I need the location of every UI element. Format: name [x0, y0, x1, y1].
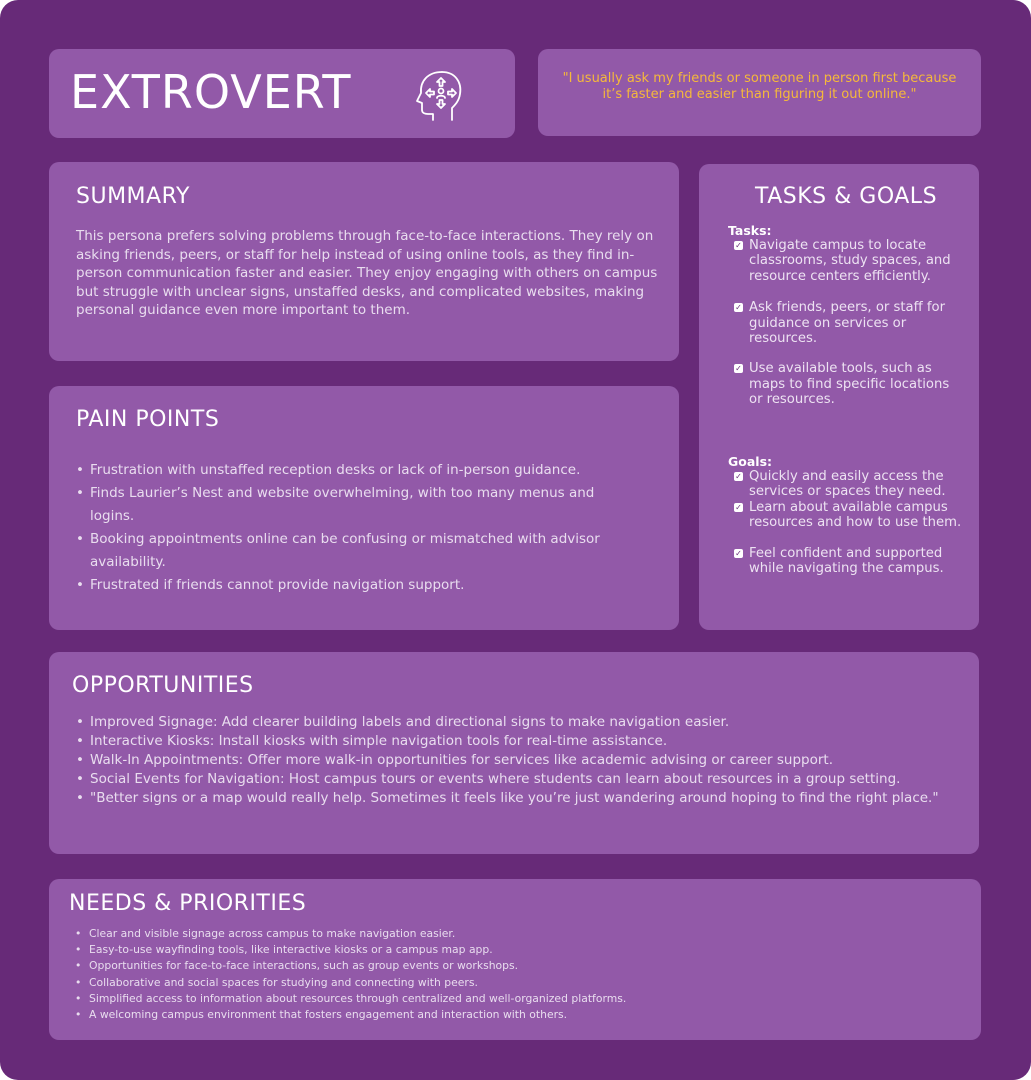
checkbox-checked-icon: ✓ — [735, 502, 742, 512]
list-item: • Interactive Kiosks: Install kiosks with simple navigation tools for real-time assistance. — [76, 732, 956, 751]
summary-heading: SUMMARY — [76, 184, 190, 209]
list-item: • Opportunities for face-to-face interactions, such as group events or workshops. — [75, 958, 955, 974]
persona-title: EXTROVERT — [70, 65, 352, 119]
checkbox-checked-icon: ✓ — [735, 548, 742, 558]
pain-points-card — [49, 386, 679, 630]
tasks-label: Tasks: — [728, 223, 772, 238]
persona-quote: "I usually ask my friends or someone in person first because it’s faster and easier than figuring it out online." — [562, 71, 957, 102]
tasks-goals-heading: TASKS & GOALS — [755, 184, 938, 209]
tasks-goals-card — [699, 164, 979, 630]
quote-card — [538, 49, 981, 136]
summary-text: This persona prefers solving problems through face-to-face interactions. They rely on asking friends, peers, or staff for help instead of using online tools, as they find in-person communication faster and easier. They enjoy engaging with others on campus but struggle with unclear signs, unstaffed desks, and complicated websites, making personal guidance even more important to them. — [76, 228, 658, 318]
list-item: • Frustration with unstaffed reception desks or lack of in-person guidance. — [76, 459, 636, 482]
list-item: ✓ Feel confident and supported while navigating the campus. — [735, 545, 944, 577]
goals-label: Goals: — [728, 454, 773, 469]
list-item: • Simplified access to information about resources through centralized and well-organized platforms. — [75, 991, 955, 1007]
goals-list — [734, 469, 964, 576]
tasks-list — [734, 238, 964, 408]
head-arrows-icon — [412, 66, 468, 122]
list-item: ✓ Navigate campus to locate classrooms, study spaces, and resource centers efficiently. — [735, 238, 951, 284]
list-item: • Frustrated if friends cannot provide navigation support. — [76, 574, 636, 597]
list-item: • A welcoming campus environment that fosters engagement and interaction with others. — [75, 1007, 955, 1023]
opportunities-list — [76, 713, 956, 808]
needs-heading: NEEDS & PRIORITIES — [69, 891, 307, 916]
needs-card — [49, 879, 981, 1040]
checkbox-checked-icon: ✓ — [735, 472, 742, 481]
list-item: • Easy-to-use wayfinding tools, like interactive kiosks or a campus map app. — [75, 942, 955, 958]
list-item: ✓ Quickly and easily access the services or spaces they need. — [735, 469, 946, 500]
pain-points-heading: PAIN POINTS — [76, 407, 220, 432]
list-item: • Collaborative and social spaces for studying and connecting with peers. — [75, 975, 955, 991]
list-item: ✓ Ask friends, peers, or staff for guidance on services or resources. — [735, 300, 946, 347]
opportunities-card — [49, 652, 979, 854]
checkbox-checked-icon: ✓ — [735, 241, 742, 250]
list-item: • Walk-In Appointments: Offer more walk-in opportunities for services like academic advising or career support. — [76, 751, 956, 770]
summary-card — [49, 162, 679, 361]
list-item: • "Better signs or a map would really help. Sometimes it feels like you’re just wandering around hoping to find the right place." — [76, 789, 956, 808]
list-item: • Improved Signage: Add clearer building labels and directional signs to make navigation easier. — [76, 713, 956, 732]
checkbox-checked-icon: ✓ — [735, 303, 742, 313]
list-item: • Clear and visible signage across campus to make navigation easier. — [75, 926, 955, 942]
list-item: • Finds Laurier’s Nest and website overwhelming, with too many menus and logins. — [76, 482, 636, 528]
list-item: ✓ Learn about available campus resources and how to use them. — [735, 499, 962, 531]
needs-list — [75, 926, 955, 1023]
pain-points-list — [76, 459, 636, 597]
list-item: • Social Events for Navigation: Host campus tours or events where students can learn about resources in a group setting. — [76, 770, 956, 789]
list-item: • Booking appointments online can be confusing or mismatched with advisor availability. — [76, 528, 636, 574]
checkbox-checked-icon: ✓ — [735, 364, 742, 374]
list-item: ✓ Use available tools, such as maps to find specific locations or resources. — [735, 361, 950, 408]
opportunities-heading: OPPORTUNITIES — [72, 673, 254, 698]
